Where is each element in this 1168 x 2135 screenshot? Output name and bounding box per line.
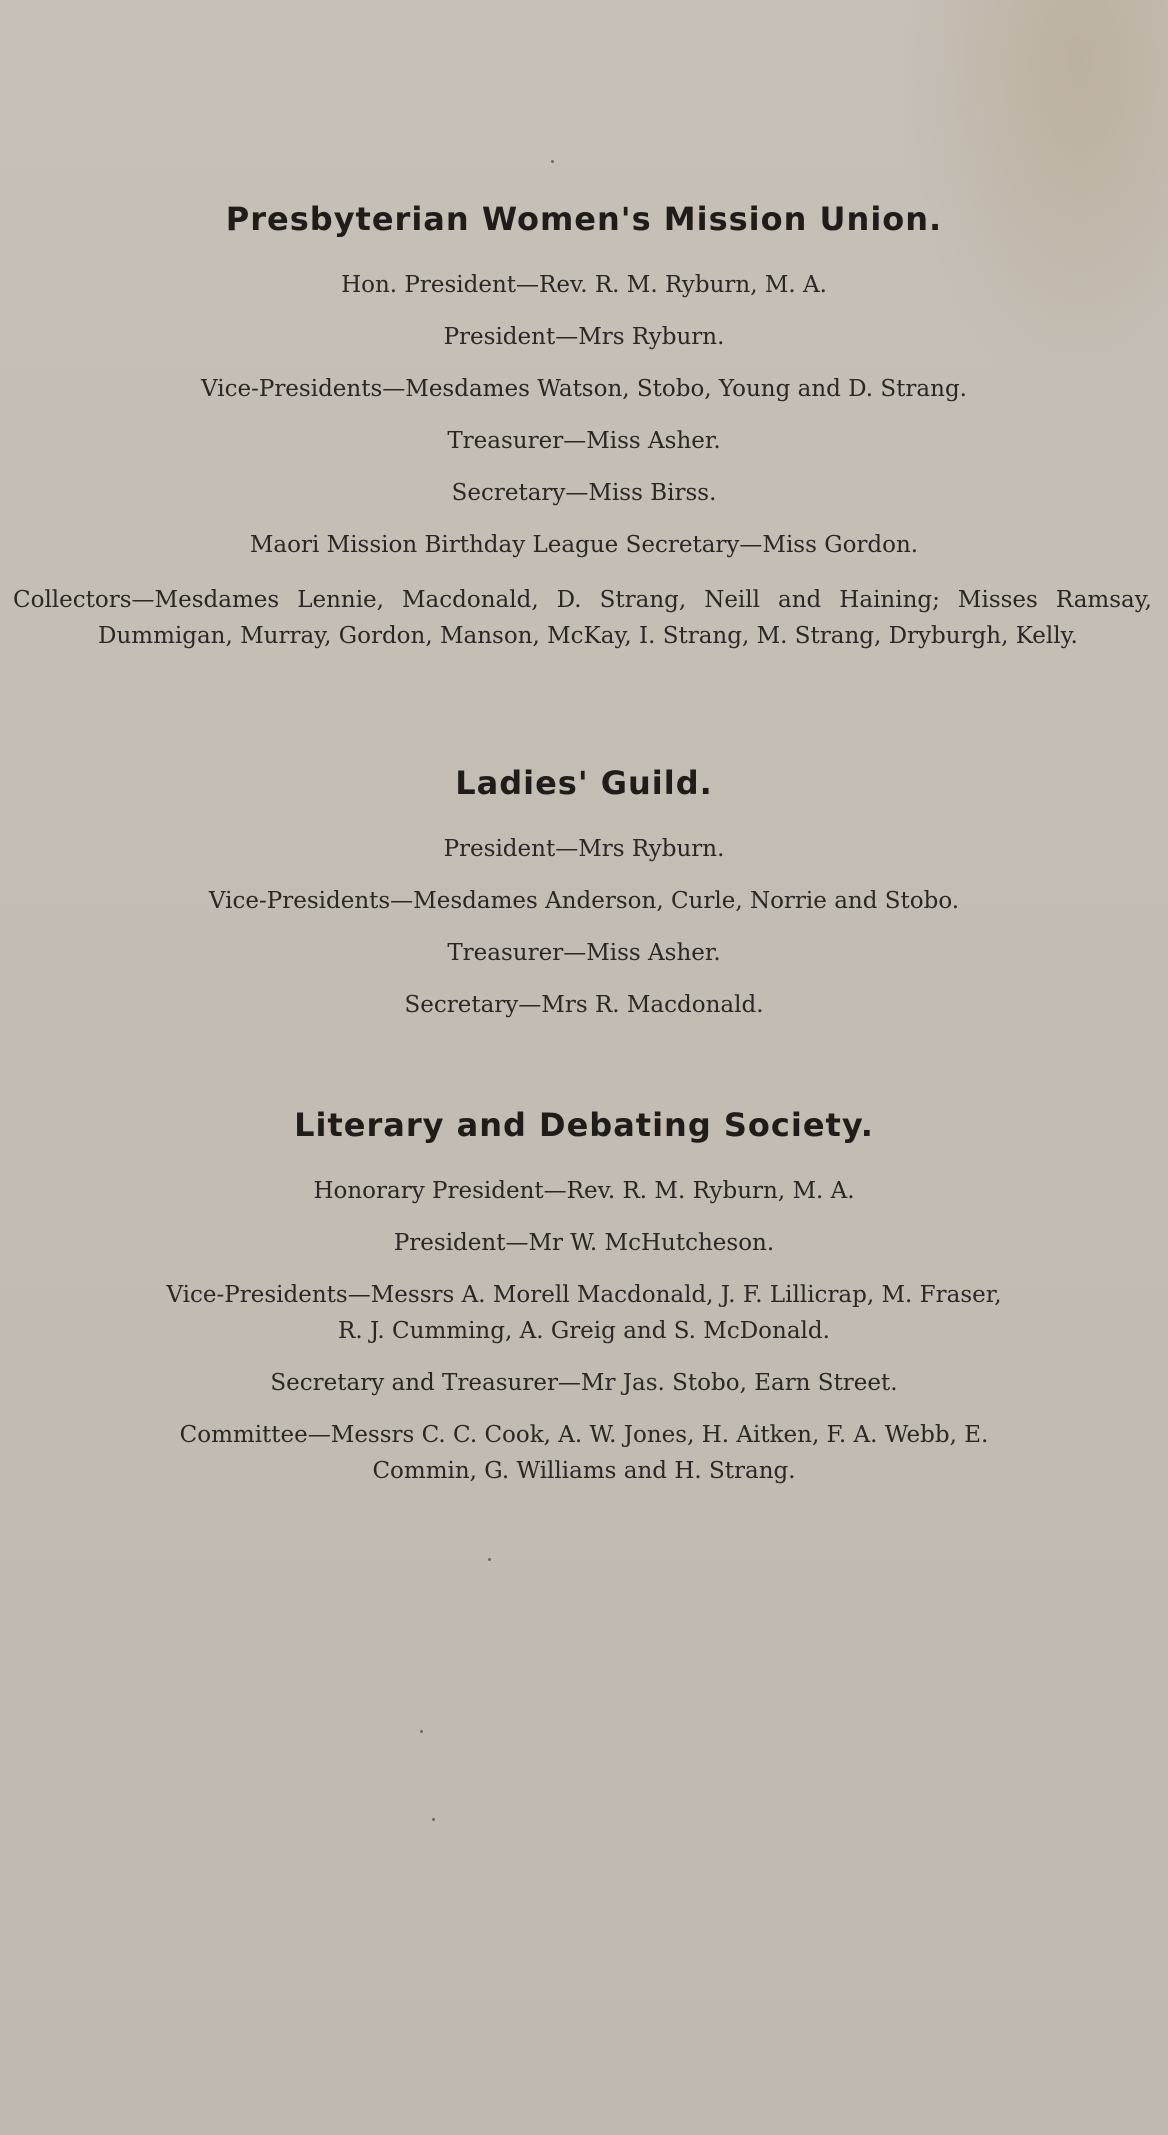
officer-line: Commin, G. Williams and H. Strang. [372,1458,796,1484]
section-heading: Ladies' Guild. [455,764,713,802]
officer-line: Maori Mission Birthday League Secretary—Miss Gordon. [249,532,919,558]
officer-line: Hon. President—Rev. R. M. Ryburn, M. A. [341,272,827,298]
officer-line: Committee—Messrs C. C. Cook, A. W. Jones, H. Aitken, F. A. Webb, E. [179,1422,989,1448]
ink-speck [432,1818,435,1821]
section-literary-debating [0,1106,1168,1492]
officer-line: Secretary—Miss Birss. [451,480,717,506]
officer-line: Treasurer—Miss Asher. [447,428,721,454]
officer-line: Vice-Presidents—Mesdames Anderson, Curle, Norrie and Stobo. [208,888,960,914]
officer-line: Secretary and Treasurer—Mr Jas. Stobo, Earn Street. [270,1370,898,1396]
officer-line: Vice-Presidents—Messrs A. Morell Macdonald, J. F. Lillicrap, M. Fraser, [166,1282,1002,1308]
section-heading: Literary and Debating Society. [294,1106,874,1144]
officer-line: President—Mrs Ryburn. [443,324,725,350]
ink-speck [551,160,554,163]
officer-line: Secretary—Mrs R. Macdonald. [404,992,764,1018]
section-mission-union [0,200,1168,654]
officer-line: President—Mrs Ryburn. [443,836,725,862]
ink-speck [420,1730,423,1733]
section-ladies-guild [0,764,1168,1042]
officer-line: Treasurer—Miss Asher. [447,940,721,966]
ink-speck [488,1558,491,1561]
section-heading: Presbyterian Women's Mission Union. [225,200,943,238]
officer-line: R. J. Cumming, A. Greig and S. McDonald. [338,1318,830,1344]
collectors-paragraph: Collectors—Mesdames Lennie, Macdonald, D. Strang, Neill and Haining; Misses Ramsay, Dummigan, Murray, Gordon, Manson, McKay, I. Strang, M. Strang, Dryburgh, Kelly. [13,587,1152,649]
officer-line: President—Mr W. McHutcheson. [393,1230,775,1256]
officer-line: Honorary President—Rev. R. M. Ryburn, M. A. [313,1178,855,1204]
officer-line: Vice-Presidents—Mesdames Watson, Stobo, Young and D. Strang. [201,376,967,402]
